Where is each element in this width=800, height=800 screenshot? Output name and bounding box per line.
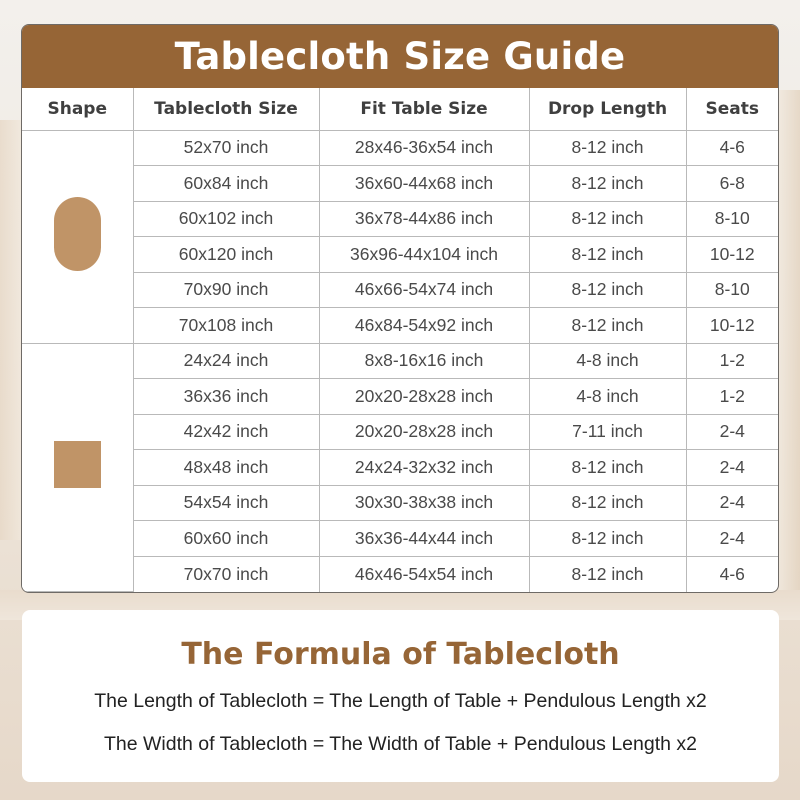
cell-fit: 46x46-54x54 inch [319,556,529,592]
table-row [22,308,778,344]
cell-drop: 4-8 inch [529,379,686,415]
cell-size: 36x36 inch [133,379,319,415]
table-row [22,272,778,308]
formula-card [22,610,779,782]
cell-size: 70x90 inch [133,272,319,308]
header-shape: Shape [22,88,133,130]
table-row [22,450,778,486]
background-chair-left [0,120,22,540]
cell-seats: 4-6 [686,130,778,166]
cell-size: 60x102 inch [133,201,319,237]
cell-fit: 36x78-44x86 inch [319,201,529,237]
table-row [22,414,778,450]
table-row [22,343,778,379]
cell-fit: 36x36-44x44 inch [319,521,529,557]
table-row [22,201,778,237]
cell-fit: 8x8-16x16 inch [319,343,529,379]
cell-seats: 6-8 [686,166,778,202]
cell-size: 48x48 inch [133,450,319,486]
cell-size: 70x70 inch [133,556,319,592]
header-fit-table-size: Fit Table Size [319,88,529,130]
cell-seats: 2-4 [686,485,778,521]
shape-cell-oval [22,130,133,343]
cell-fit: 28x46-36x54 inch [319,130,529,166]
cell-drop: 4-8 inch [529,343,686,379]
cell-seats: 8-10 [686,201,778,237]
cell-seats: 10-12 [686,308,778,344]
cell-seats: 2-4 [686,414,778,450]
formula-width-line: The Width of Tablecloth = The Width of Table + Pendulous Length x2 [104,733,697,755]
cell-size: 60x84 inch [133,166,319,202]
page-title: Tablecloth Size Guide [174,35,626,78]
table-row [22,485,778,521]
cell-seats: 1-2 [686,379,778,415]
cell-seats: 2-4 [686,521,778,557]
cell-fit: 24x24-32x32 inch [319,450,529,486]
cell-fit: 46x84-54x92 inch [319,308,529,344]
cell-size: 24x24 inch [133,343,319,379]
background-chair-right [778,90,800,590]
cell-fit: 36x60-44x68 inch [319,166,529,202]
cell-drop: 8-12 inch [529,450,686,486]
cell-fit: 46x66-54x74 inch [319,272,529,308]
cell-seats: 10-12 [686,237,778,273]
table-row [22,237,778,273]
table-header-row [22,88,778,130]
cell-drop: 7-11 inch [529,414,686,450]
header-seats: Seats [686,88,778,130]
shape-cell-square [22,343,133,592]
size-table [22,88,778,592]
size-guide-card [21,24,779,593]
cell-drop: 8-12 inch [529,201,686,237]
cell-size: 54x54 inch [133,485,319,521]
cell-drop: 8-12 inch [529,308,686,344]
cell-fit: 20x20-28x28 inch [319,379,529,415]
table-row [22,166,778,202]
cell-fit: 20x20-28x28 inch [319,414,529,450]
cell-seats: 1-2 [686,343,778,379]
cell-drop: 8-12 inch [529,237,686,273]
cell-fit: 36x96-44x104 inch [319,237,529,273]
cell-size: 60x60 inch [133,521,319,557]
cell-size: 52x70 inch [133,130,319,166]
formula-title: The Formula of Tablecloth [181,637,620,672]
cell-fit: 30x30-38x38 inch [319,485,529,521]
cell-drop: 8-12 inch [529,166,686,202]
table-row [22,379,778,415]
cell-drop: 8-12 inch [529,556,686,592]
formula-length-line: The Length of Tablecloth = The Length of Table + Pendulous Length x2 [94,690,707,712]
cell-drop: 8-12 inch [529,130,686,166]
header-drop-length: Drop Length [529,88,686,130]
cell-drop: 8-12 inch [529,521,686,557]
square-icon [54,441,101,488]
table-row [22,556,778,592]
cell-size: 60x120 inch [133,237,319,273]
table-row [22,130,778,166]
oval-icon [54,197,101,271]
cell-drop: 8-12 inch [529,485,686,521]
cell-seats: 2-4 [686,450,778,486]
cell-size: 42x42 inch [133,414,319,450]
title-bar [22,25,778,88]
cell-drop: 8-12 inch [529,272,686,308]
cell-seats: 4-6 [686,556,778,592]
table-row [22,521,778,557]
cell-seats: 8-10 [686,272,778,308]
cell-size: 70x108 inch [133,308,319,344]
header-tablecloth-size: Tablecloth Size [133,88,319,130]
